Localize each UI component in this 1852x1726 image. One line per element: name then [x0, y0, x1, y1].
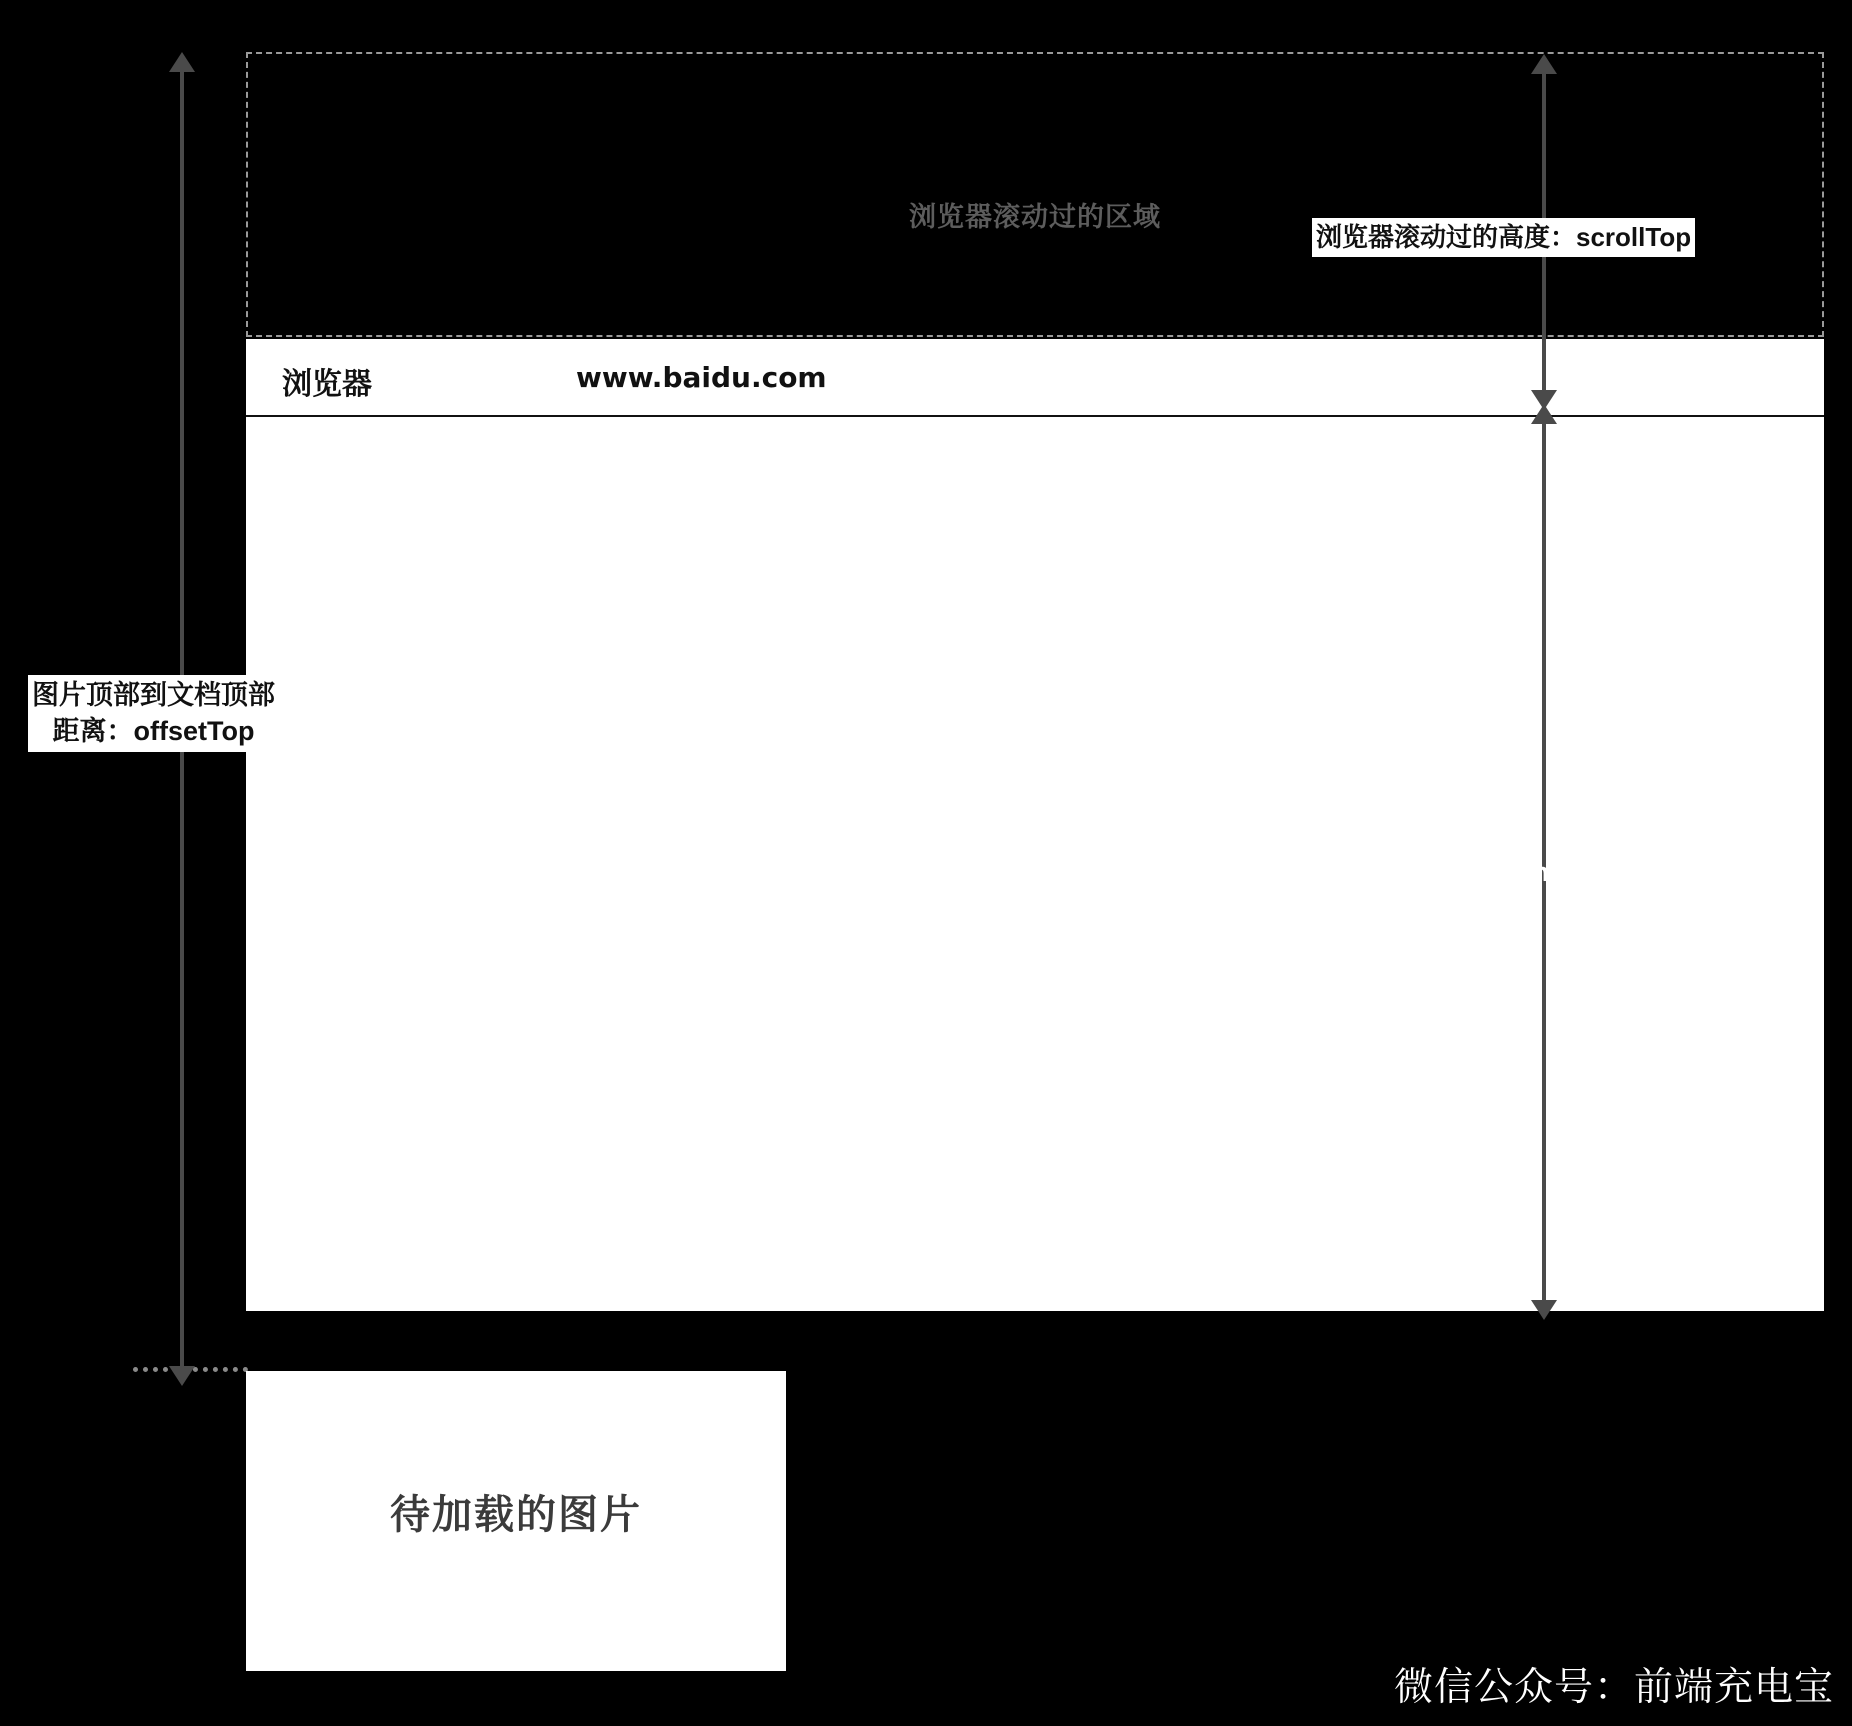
browser-window [246, 339, 1824, 1311]
arrow-head-up-icon [1531, 404, 1557, 424]
browser-chrome-bar [246, 339, 1824, 417]
browser-url-text: www.baidu.com [576, 361, 827, 394]
arrow-head-down-icon [1531, 1300, 1557, 1320]
pending-image-box [246, 1371, 786, 1671]
pending-image-label: 待加载的图片 [390, 1493, 642, 1537]
scrolled-region-label: 浏览器滚动过的区域 [909, 202, 1161, 232]
arrow-head-down-icon [169, 1366, 195, 1386]
inner-height-label: 浏览器可视高度：innerHeight [1309, 857, 1676, 887]
arrow-head-up-icon [169, 52, 195, 72]
browser-title: 浏览器 [282, 368, 372, 401]
arrow-head-up-icon [1531, 54, 1557, 74]
watermark-text: 微信公众号：前端充电宝 [1393, 1665, 1834, 1710]
scroll-top-label: 浏览器滚动过的高度：scrollTop [1312, 218, 1695, 257]
offset-top-label [28, 675, 279, 752]
offset-top-label-line1: 图片顶部到文档顶部 [32, 680, 275, 710]
offset-top-label-line2: 距离：offsetTop [52, 716, 255, 747]
